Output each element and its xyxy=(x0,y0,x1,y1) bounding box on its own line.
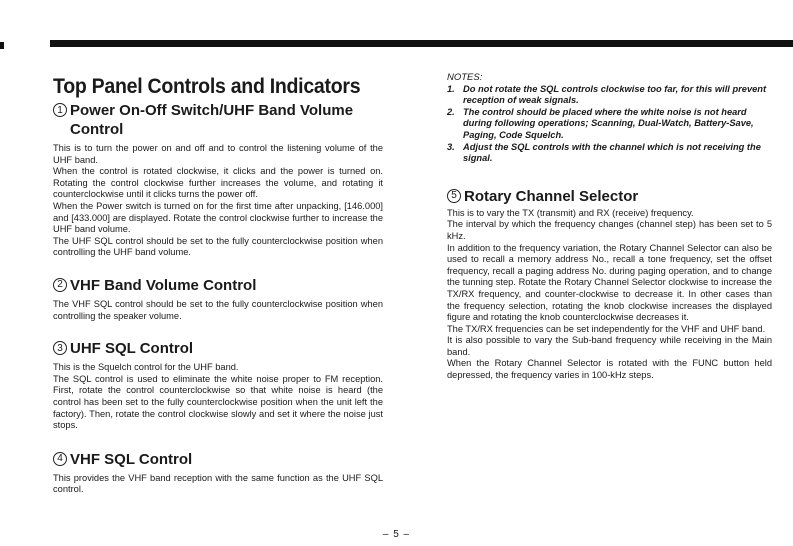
note-item xyxy=(447,142,772,165)
paragraph: This is the Squelch control for the UHF band. xyxy=(53,362,239,373)
circled-number-2: 2 xyxy=(53,278,67,292)
note-text: Do not rotate the SQL controls clockwise too far, for this will prevent reception of weak signals. xyxy=(463,83,767,106)
circled-number-1: 1 xyxy=(53,103,67,117)
paragraph: The SQL control is used to eliminate the white noise proper to FM reception. First, rotate the control counterclockwise so that white noise is heard (the control has been set to the fully counterclockwise position when the unit left the factory). Then, rotate the control clockwise slowly and set it where the noise just stops. xyxy=(53,373,383,431)
section-heading xyxy=(53,276,383,295)
note-item xyxy=(447,107,772,142)
section-uhf-sql xyxy=(53,339,383,432)
note-text: Adjust the SQL controls with the channel which is not receiving the signal. xyxy=(463,141,761,164)
paragraph: When the Rotary Channel Selector is rotated with the FUNC button held depressed, the frequency varies in 100-kHz steps. xyxy=(447,358,772,381)
section-power-switch xyxy=(53,101,383,259)
paragraph: This provides the VHF band reception with the same function as the UHF SQL control. xyxy=(53,472,383,495)
paragraph: The UHF SQL control should be set to the fully counterclockwise position when controlling the UHF band volume. xyxy=(53,235,383,258)
note-item xyxy=(447,84,772,107)
section-title: Rotary Channel Selector xyxy=(464,187,639,205)
paragraph: The TX/RX frequencies can be set independently for the VHF and UHF band. xyxy=(447,323,766,334)
paragraph: When the control is rotated clockwise, it clicks and the power is turned on. Rotating the control clockwise further increases the volume, and rotating it counterclockwise until it clicks turns the power off. xyxy=(53,166,383,200)
paragraph: This is to vary the TX (transmit) and RX (receive) frequency. xyxy=(447,207,694,218)
circled-number-3: 3 xyxy=(53,341,67,355)
note-number: 3. xyxy=(447,141,455,152)
circled-number-4: 4 xyxy=(53,452,67,466)
section-vhf-volume xyxy=(53,276,383,322)
left-column xyxy=(53,74,383,496)
note-number: 2. xyxy=(447,106,455,117)
section-rotary-selector xyxy=(447,187,772,382)
paragraph: The interval by which the frequency changes (channel step) has been set to 5 kHz. xyxy=(447,219,772,241)
right-column xyxy=(447,72,772,382)
section-heading xyxy=(53,101,383,139)
section-title: Power On-Off Switch/UHF Band Volume Control xyxy=(70,102,354,138)
section-title: VHF Band Volume Control xyxy=(70,276,257,294)
paragraph: This is to turn the power on and off and to control the listening volume of the UHF band. xyxy=(53,143,383,165)
note-text: The control should be placed where the white noise is not heard during following operations; Scanning, Dual-Watch, Battery-Save, Paging, Code Squelch. xyxy=(463,106,754,140)
notes-block xyxy=(447,72,772,165)
circled-number-5: 5 xyxy=(447,189,461,203)
notes-heading: NOTES: xyxy=(447,72,483,83)
paragraph: When the Power switch is turned on for the first time after unpacking, [146.000] and [433.000] are displayed. Rotate the control clockwise further to increase the UHF band volume. xyxy=(53,200,383,235)
header-rule xyxy=(50,40,793,47)
note-number: 1. xyxy=(447,83,455,94)
page-title: Top Panel Controls and Indicators xyxy=(53,75,361,98)
paragraph: It is also possible to vary the Sub-band frequency while receiving in the Main band. xyxy=(447,335,772,357)
section-vhf-sql xyxy=(53,450,383,496)
page-edge-mark xyxy=(0,42,4,49)
section-heading xyxy=(447,187,772,206)
section-heading xyxy=(53,339,383,358)
section-heading xyxy=(53,450,383,469)
paragraph: The VHF SQL control should be set to the fully counterclockwise position when controlling the speaker volume. xyxy=(53,298,383,321)
section-title: UHF SQL Control xyxy=(70,340,194,358)
paragraph: In addition to the frequency variation, the Rotary Channel Selector can also be used to recall a memory address No., recall a tone frequency, set the offset frequency, recall a paging address No. during paging operation, and to change the tunning step. Rotate the Rotary Channel Selector clockwise to increase the TX/RX frequency, and counter-clockwise to decrease it. In other cases than the frequency selection, rotating the knob clockwise increases the displayed figure and rotating the knob counterclockwise decreases it. xyxy=(447,242,772,323)
section-title: VHF SQL Control xyxy=(70,450,193,468)
page-number: – 5 – xyxy=(382,529,411,540)
